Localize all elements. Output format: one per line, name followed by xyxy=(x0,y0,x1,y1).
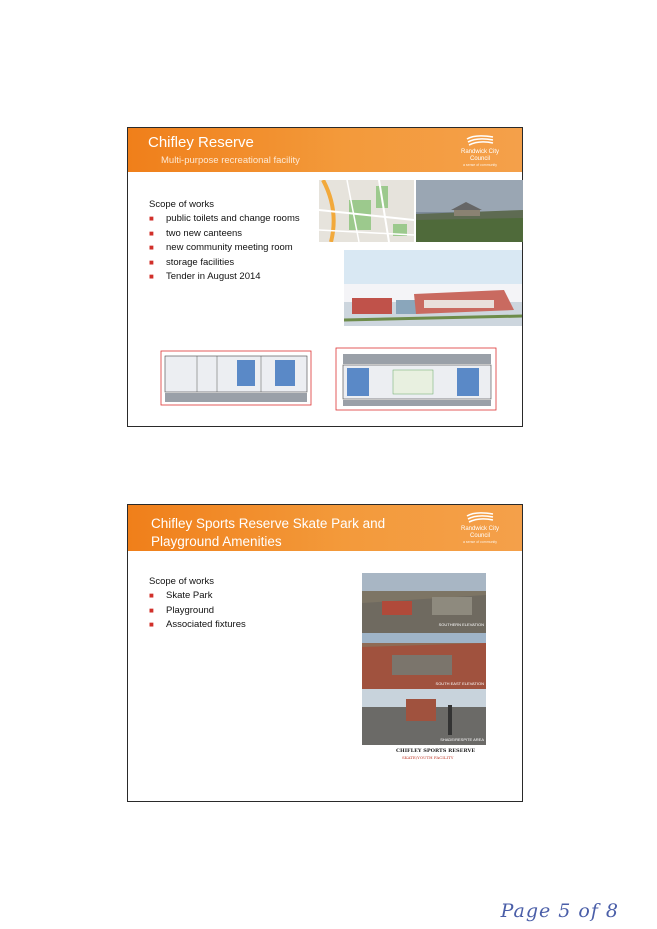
slide-skate-park xyxy=(127,504,523,802)
slide-title: Chifley Sports Reserve Skate Park and Playground Amenities xyxy=(151,516,386,549)
scope-list xyxy=(149,213,309,283)
waves-icon xyxy=(465,511,495,525)
list-item: ■ storage facilities xyxy=(149,256,235,268)
skate-park-renders xyxy=(362,573,486,763)
render-label: SOUTHERN ELEVATION xyxy=(438,622,484,627)
logo-name-line2: Council xyxy=(469,533,490,539)
logo-tagline: a sense of community xyxy=(462,163,498,167)
scope-of-works xyxy=(149,199,309,286)
render-label: SHADE/RESPITE AREA xyxy=(440,737,484,742)
render-caption-sub: SKATE/YOUTH FACILITY xyxy=(402,755,454,760)
logo-name-line2: Council xyxy=(469,156,490,162)
slide-subtitle: Multi-purpose recreational facility xyxy=(161,155,300,166)
slide-banner xyxy=(128,128,522,172)
site-photo-image xyxy=(416,180,523,242)
render-caption: CHIFLEY SPORTS RESERVE xyxy=(396,748,476,754)
slide-banner xyxy=(128,505,522,551)
logo-name-line1: Randwick City xyxy=(460,526,499,532)
scope-heading: Scope of works xyxy=(149,576,214,587)
scope-heading: Scope of works xyxy=(149,199,214,210)
slide-chifley-reserve xyxy=(127,127,523,427)
scope-of-works xyxy=(149,576,309,634)
list-item: ■ public toilets and change rooms xyxy=(149,213,300,224)
council-logo xyxy=(448,134,512,167)
list-item: ■ new community meeting room xyxy=(149,242,293,253)
render-label: SOUTH EAST ELEVATION xyxy=(435,681,484,686)
floor-plan-right-image xyxy=(333,346,499,414)
list-item: ■ Associated fixtures xyxy=(149,619,246,630)
building-elevation-image xyxy=(344,250,522,326)
handwritten-page-number: Page 5 of 8 xyxy=(500,900,619,922)
list-item: ■ two new canteens xyxy=(149,227,243,239)
council-logo xyxy=(448,511,512,544)
list-item: ■ Skate Park xyxy=(149,590,213,601)
list-item: ■ Tender in August 2014 xyxy=(149,271,261,282)
waves-icon xyxy=(465,134,495,148)
slide-title: Chifley Reserve xyxy=(148,134,254,151)
scope-list xyxy=(149,590,309,631)
logo-name-line1: Randwick City xyxy=(460,149,499,155)
logo-tagline: a sense of community xyxy=(462,540,498,544)
location-map-image xyxy=(319,180,414,242)
list-item: ■ Playground xyxy=(149,604,215,616)
floor-plan-left-image xyxy=(157,346,315,412)
